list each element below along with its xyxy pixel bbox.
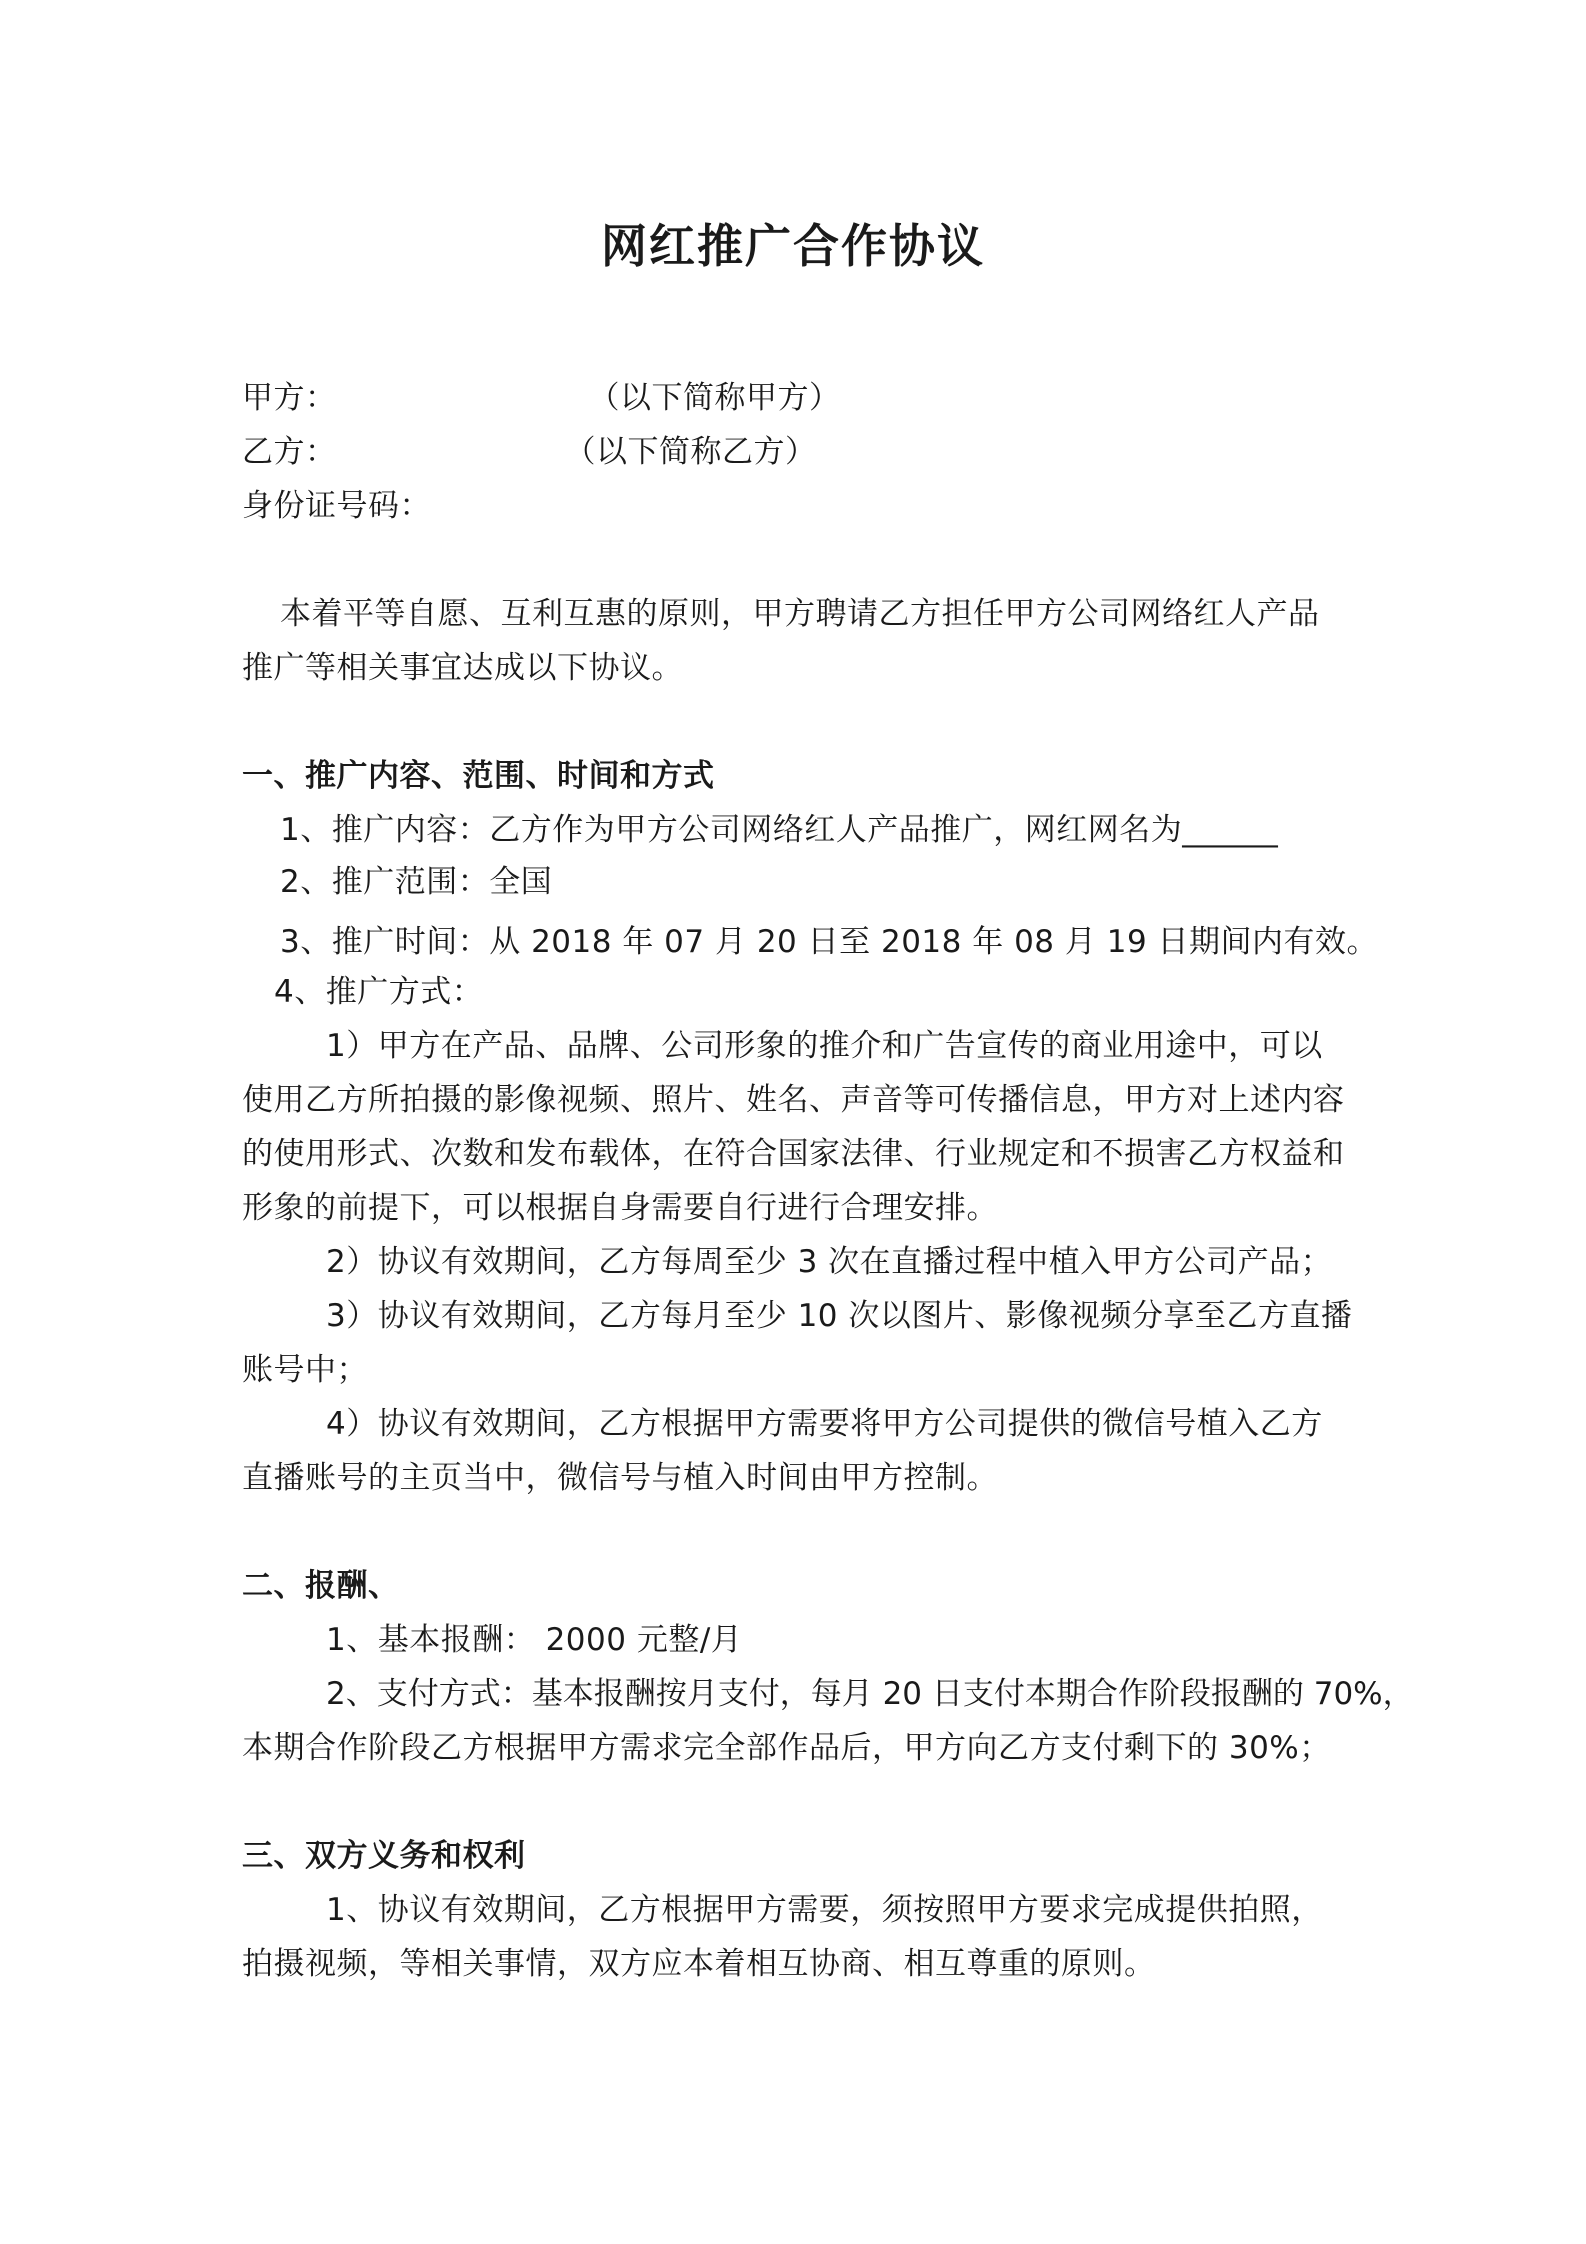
- id-number-label: 身份证号码：: [242, 488, 431, 524]
- method3-line-2: 账号中；: [242, 1352, 368, 1388]
- intro-line-2: 推广等相关事宜达成以下协议。: [242, 650, 683, 686]
- section3-item1-line-2: 拍摄视频，等相关事情，双方应本着相互协商、相互尊重的原则。: [242, 1946, 1156, 1982]
- section1-item-2: 2、推广范围：全国: [280, 864, 553, 900]
- section1-heading: 一、推广内容、范围、时间和方式: [242, 758, 715, 794]
- method1-line-3: 的使用形式、次数和发布载体，在符合国家法律、行业规定和不损害乙方权益和: [242, 1136, 1345, 1172]
- method2-line: 2）协议有效期间，乙方每周至少 3 次在直播过程中植入甲方公司产品；: [326, 1244, 1333, 1280]
- section2-payment-line-2: 本期合作阶段乙方根据甲方需求完全部作品后，甲方向乙方支付剩下的 30%；: [242, 1730, 1331, 1766]
- party-b-line: [242, 432, 817, 472]
- party-a-line: [242, 378, 841, 418]
- method1-line-4: 形象的前提下，可以根据自身需要自行进行合理安排。: [242, 1190, 998, 1226]
- method4-line-2: 直播账号的主页当中，微信号与植入时间由甲方控制。: [242, 1460, 998, 1496]
- party-b-label: 乙方：: [242, 434, 337, 470]
- section2-heading: 二、报酬、: [242, 1568, 400, 1604]
- method1-line-1: 1）甲方在产品、品牌、公司形象的推介和广告宣传的商业用途中，可以: [326, 1028, 1323, 1064]
- method3-line-1: 3）协议有效期间，乙方每月至少 10 次以图片、影像视频分享至乙方直播: [326, 1298, 1353, 1334]
- method1-line-2: 使用乙方所拍摄的影像视频、照片、姓名、声音等可传播信息，甲方对上述内容: [242, 1082, 1345, 1118]
- section1-item-1: 1、推广内容：乙方作为甲方公司网络红人产品推广，网红网名为______: [280, 812, 1279, 848]
- section2-basic-pay: 1、基本报酬： 2000 元整/月: [326, 1622, 743, 1658]
- section2-payment-line-1: 2、支付方式：基本报酬按月支付，每月 20 日支付本期合作阶段报酬的 70%，: [326, 1676, 1414, 1712]
- section3-item1-line-1: 1、协议有效期间，乙方根据甲方需要，须按照甲方要求完成提供拍照，: [326, 1892, 1323, 1928]
- section3-heading: 三、双方义务和权利: [242, 1838, 526, 1874]
- method4-line-1: 4）协议有效期间，乙方根据甲方需要将甲方公司提供的微信号植入乙方: [326, 1406, 1323, 1442]
- party-a-note: （以下简称甲方）: [588, 380, 841, 416]
- intro-line-1: 本着平等自愿、互利互惠的原则，甲方聘请乙方担任甲方公司网络红人产品: [280, 596, 1320, 632]
- party-b-note: （以下简称乙方）: [564, 434, 817, 470]
- section1-item-3: 3、推广时间：从 2018 年 07 月 20 日至 2018 年 08 月 19 日期间内有效。: [280, 924, 1379, 960]
- document-title: 网红推广合作协议: [601, 219, 985, 273]
- section1-item-4: 4、推广方式：: [274, 974, 484, 1010]
- party-a-label: 甲方：: [242, 380, 337, 416]
